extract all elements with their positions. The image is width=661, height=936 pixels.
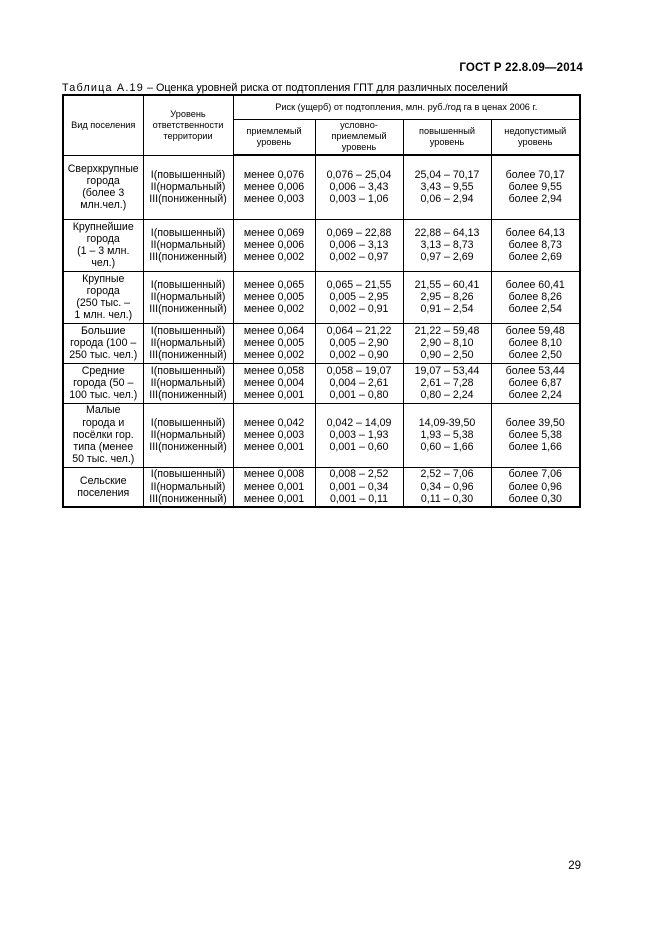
header-risk-group: Риск (ущерб) от подтопления, млн. руб./год га в ценах 2006 г.	[233, 95, 580, 119]
cell-responsibility: I(повышенный) II(нормальный) III(пониженный)	[143, 323, 233, 363]
cell-acceptable: менее 0,042 менее 0,003 менее 0,001	[233, 403, 315, 467]
table-row	[63, 467, 580, 507]
cell-responsibility: I(повышенный) II(нормальный) III(пониженный)	[143, 271, 233, 323]
table-row	[63, 219, 580, 271]
cell-responsibility: I(повышенный) II(нормальный) III(пониженный)	[143, 403, 233, 467]
cell-responsibility: I(повышенный) II(нормальный) III(пониженный)	[143, 467, 233, 507]
cell-responsibility: I(повышенный) II(нормальный) III(пониженный)	[143, 219, 233, 271]
header-settlement: Вид поселения	[63, 95, 143, 155]
cell-conditional: 0,076 – 25,04 0,006 – 3,43 0,003 – 1,06	[315, 155, 403, 219]
cell-settlement: Малые города и посёлки гор. типа (менее 50 тыс. чел.)	[63, 403, 143, 467]
cell-acceptable: менее 0,058 менее 0,004 менее 0,001	[233, 363, 315, 403]
cell-conditional: 0,058 – 19,07 0,004 – 2,61 0,001 – 0,80	[315, 363, 403, 403]
cell-conditional: 0,069 – 22,88 0,006 – 3,13 0,002 – 0,97	[315, 219, 403, 271]
cell-settlement: Сверхкрупные города (более 3 млн.чел.)	[63, 155, 143, 219]
cell-responsibility: I(повышенный) II(нормальный) III(пониженный)	[143, 155, 233, 219]
cell-settlement: Крупнейшие города (1 – 3 млн. чел.)	[63, 219, 143, 271]
cell-unacceptable: более 59,48 более 8,10 более 2,50	[491, 323, 580, 363]
cell-elevated: 25,04 – 70,17 3,43 – 9,55 0,06 – 2,94	[403, 155, 491, 219]
cell-conditional: 0,064 – 21,22 0,005 – 2,90 0,002 – 0,90	[315, 323, 403, 363]
header-level-unacceptable: недопустимый уровень	[491, 119, 580, 155]
table-row	[63, 271, 580, 323]
standard-code: ГОСТ Р 22.8.09—2014	[459, 62, 583, 74]
cell-conditional: 0,042 – 14,09 0,003 – 1,93 0,001 – 0,60	[315, 403, 403, 467]
table-caption-label: Таблица А.19	[62, 82, 144, 94]
cell-elevated: 21,22 – 59,48 2,90 – 8,10 0,90 – 2,50	[403, 323, 491, 363]
table-body	[63, 155, 580, 507]
cell-unacceptable: более 7,06 более 0,96 более 0,30	[491, 467, 580, 507]
header-level-conditional: условно-приемлемый уровень	[315, 119, 403, 155]
header-level-acceptable: приемлемый уровень	[233, 119, 315, 155]
risk-table	[62, 94, 581, 508]
table-row	[63, 363, 580, 403]
cell-elevated: 19,07 – 53,44 2,61 – 7,28 0,80 – 2,24	[403, 363, 491, 403]
cell-acceptable: менее 0,008 менее 0,001 менее 0,001	[233, 467, 315, 507]
cell-unacceptable: более 39,50 более 5,38 более 1,66	[491, 403, 580, 467]
table-row	[63, 403, 580, 467]
cell-elevated: 22,88 – 64,13 3,13 – 8,73 0,97 – 2,69	[403, 219, 491, 271]
table-caption	[62, 82, 508, 94]
cell-settlement: Сельские поселения	[63, 467, 143, 507]
cell-elevated: 21,55 – 60,41 2,95 – 8,26 0,91 – 2,54	[403, 271, 491, 323]
cell-unacceptable: более 64,13 более 8,73 более 2,69	[491, 219, 580, 271]
cell-settlement: Крупные города (250 тыс. – 1 млн. чел.)	[63, 271, 143, 323]
cell-elevated: 14,09-39,50 1,93 – 5,38 0,60 – 1,66	[403, 403, 491, 467]
cell-conditional: 0,065 – 21,55 0,005 – 2,95 0,002 – 0,91	[315, 271, 403, 323]
header-responsibility: Уровень ответственности территории	[143, 95, 233, 155]
page-number: 29	[568, 860, 581, 872]
cell-settlement: Средние города (50 – 100 тыс. чел.)	[63, 363, 143, 403]
table-caption-text: – Оценка уровней риска от подтопления ГПТ для различных поселений	[143, 82, 508, 94]
cell-elevated: 2,52 – 7,06 0,34 – 0,96 0,11 – 0,30	[403, 467, 491, 507]
cell-unacceptable: более 53,44 более 6,87 более 2,24	[491, 363, 580, 403]
cell-acceptable: менее 0,076 менее 0,006 менее 0,003	[233, 155, 315, 219]
cell-acceptable: менее 0,069 менее 0,006 менее 0,002	[233, 219, 315, 271]
cell-unacceptable: более 70,17 более 9,55 более 2,94	[491, 155, 580, 219]
table-row	[63, 155, 580, 219]
cell-conditional: 0,008 – 2,52 0,001 – 0,34 0,001 – 0,11	[315, 467, 403, 507]
cell-responsibility: I(повышенный) II(нормальный) III(пониженный)	[143, 363, 233, 403]
cell-acceptable: менее 0,065 менее 0,005 менее 0,002	[233, 271, 315, 323]
cell-settlement: Большие города (100 – 250 тыс. чел.)	[63, 323, 143, 363]
cell-unacceptable: более 60,41 более 8,26 более 2,54	[491, 271, 580, 323]
table-row	[63, 323, 580, 363]
cell-acceptable: менее 0,064 менее 0,005 менее 0,002	[233, 323, 315, 363]
header-level-elevated: повышенный уровень	[403, 119, 491, 155]
